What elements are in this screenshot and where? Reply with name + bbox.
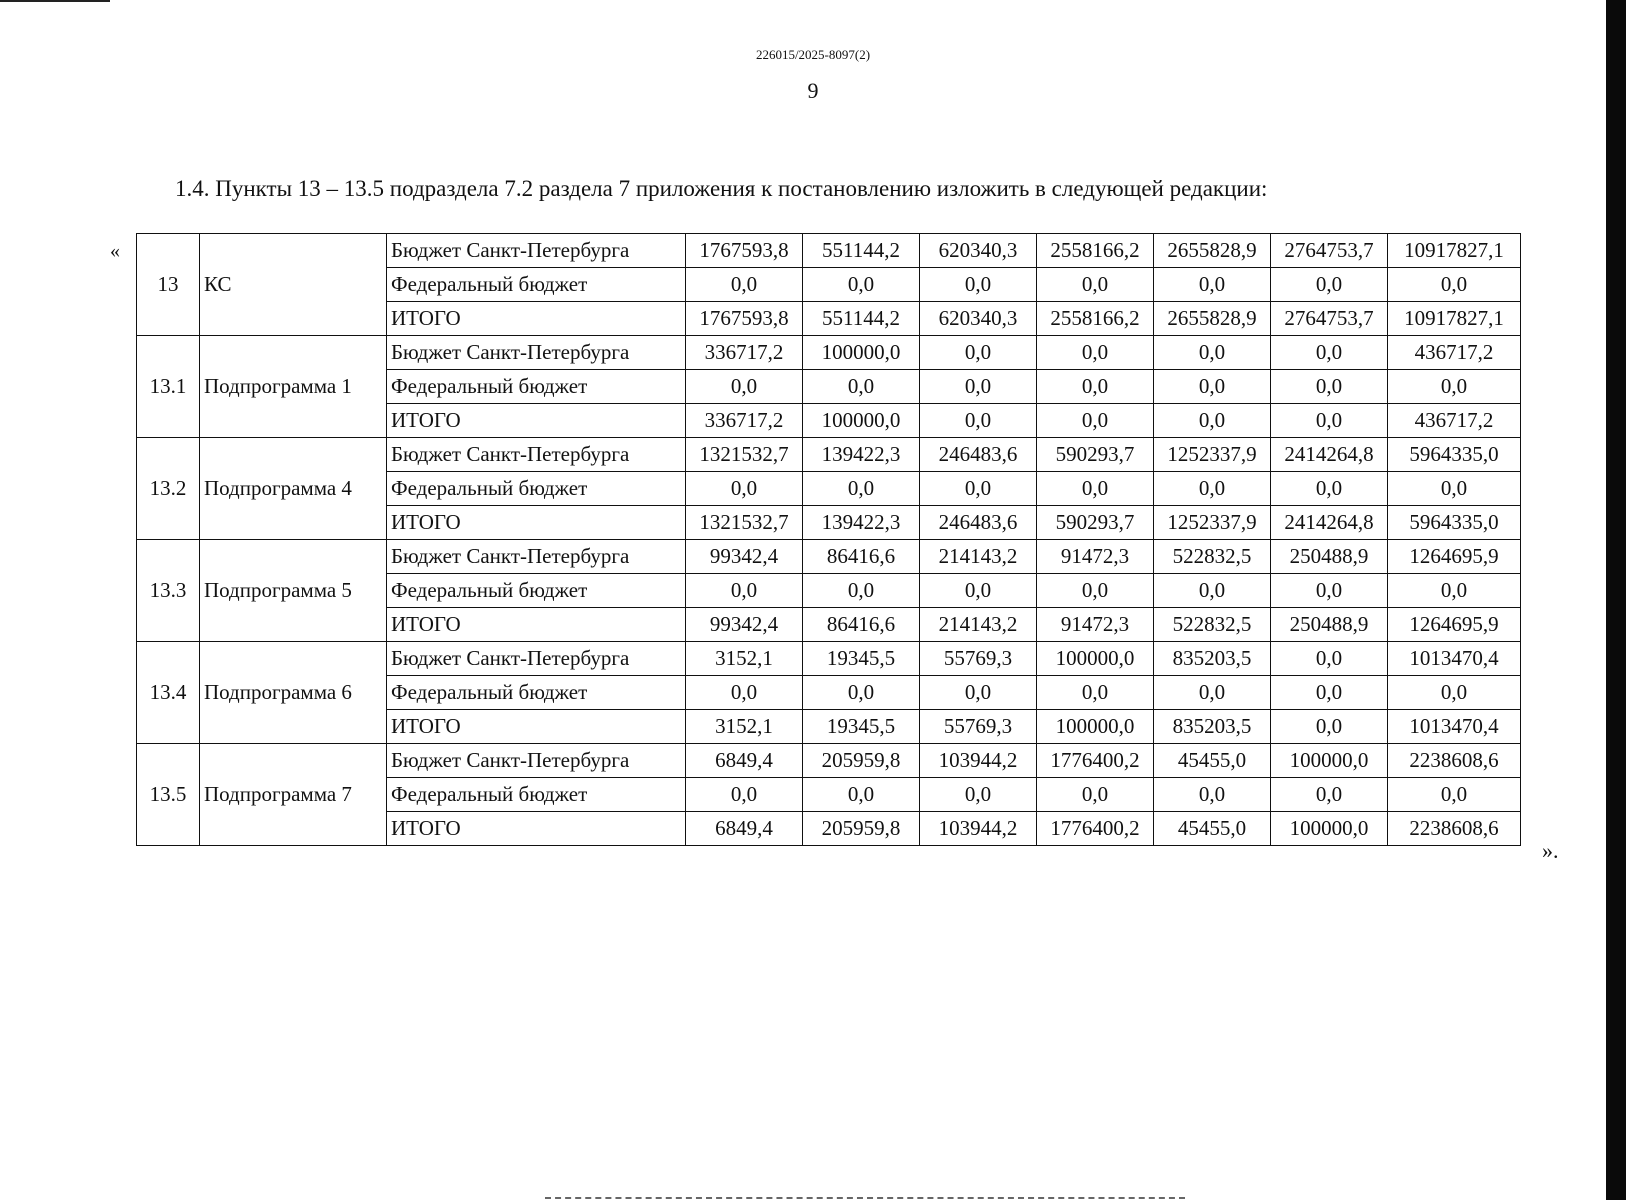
amount-cell: 0,0 [686, 676, 803, 710]
total-value-cell: 1013470,4 [1388, 710, 1521, 744]
amount-cell: 3152,1 [686, 710, 803, 744]
amount-cell: 0,0 [803, 472, 920, 506]
amount-cell: 2558166,2 [1037, 234, 1154, 268]
amount-cell: 0,0 [1271, 404, 1388, 438]
table-row [137, 744, 1521, 778]
amount-cell: 205959,8 [803, 744, 920, 778]
amount-cell: 0,0 [1037, 336, 1154, 370]
amount-cell: 0,0 [920, 404, 1037, 438]
item-number-cell: 13.4 [137, 642, 200, 744]
amount-cell: 246483,6 [920, 438, 1037, 472]
close-quote-mark: ». [1542, 838, 1559, 863]
amount-cell: 0,0 [1154, 574, 1271, 608]
table-row [137, 234, 1521, 268]
amount-cell: 45455,0 [1154, 812, 1271, 846]
item-number-cell: 13.3 [137, 540, 200, 642]
amount-cell: 100000,0 [803, 404, 920, 438]
amount-cell: 139422,3 [803, 438, 920, 472]
amount-cell: 86416,6 [803, 608, 920, 642]
amount-cell: 0,0 [1271, 710, 1388, 744]
funding-source-cell: ИТОГО [387, 710, 686, 744]
amount-cell: 0,0 [920, 574, 1037, 608]
amount-cell: 0,0 [1271, 778, 1388, 812]
amount-cell: 0,0 [1271, 472, 1388, 506]
total-value-cell: 10917827,1 [1388, 302, 1521, 336]
program-name-cell: Подпрограмма 1 [200, 336, 387, 438]
amount-cell: 0,0 [1037, 370, 1154, 404]
amount-cell: 0,0 [1154, 472, 1271, 506]
program-name-cell: Подпрограмма 7 [200, 744, 387, 846]
amount-cell: 103944,2 [920, 812, 1037, 846]
amount-cell: 6849,4 [686, 812, 803, 846]
amount-cell: 86416,6 [803, 540, 920, 574]
program-name-cell: Подпрограмма 5 [200, 540, 387, 642]
amount-cell: 0,0 [1271, 370, 1388, 404]
total-value-cell: 0,0 [1388, 370, 1521, 404]
amount-cell: 336717,2 [686, 336, 803, 370]
total-value-cell: 10917827,1 [1388, 234, 1521, 268]
amount-cell: 19345,5 [803, 642, 920, 676]
amount-cell: 91472,3 [1037, 608, 1154, 642]
scan-right-edge [1606, 0, 1626, 1200]
amount-cell: 0,0 [920, 336, 1037, 370]
total-value-cell: 436717,2 [1388, 336, 1521, 370]
amount-cell: 2558166,2 [1037, 302, 1154, 336]
amount-cell: 0,0 [686, 370, 803, 404]
amount-cell: 0,0 [686, 268, 803, 302]
funding-source-cell: ИТОГО [387, 812, 686, 846]
funding-source-cell: Бюджет Санкт-Петербурга [387, 438, 686, 472]
amount-cell: 0,0 [1037, 676, 1154, 710]
item-number-cell: 13.5 [137, 744, 200, 846]
funding-source-cell: Федеральный бюджет [387, 268, 686, 302]
amount-cell: 551144,2 [803, 234, 920, 268]
funding-source-cell: ИТОГО [387, 506, 686, 540]
amount-cell: 91472,3 [1037, 540, 1154, 574]
intro-paragraph: 1.4. Пункты 13 – 13.5 подраздела 7.2 раздела 7 приложения к постановлению изложить в следующей редакции: [175, 176, 1268, 201]
scan-top-line [0, 0, 110, 2]
amount-cell: 2764753,7 [1271, 302, 1388, 336]
amount-cell: 0,0 [1271, 336, 1388, 370]
amount-cell: 0,0 [1037, 778, 1154, 812]
total-value-cell: 5964335,0 [1388, 506, 1521, 540]
amount-cell: 0,0 [1037, 472, 1154, 506]
amount-cell: 0,0 [1271, 676, 1388, 710]
amount-cell: 0,0 [1271, 574, 1388, 608]
amount-cell: 590293,7 [1037, 438, 1154, 472]
amount-cell: 205959,8 [803, 812, 920, 846]
amount-cell: 100000,0 [803, 336, 920, 370]
item-number-cell: 13.2 [137, 438, 200, 540]
amount-cell: 1776400,2 [1037, 744, 1154, 778]
total-value-cell: 2238608,6 [1388, 744, 1521, 778]
funding-source-cell: Бюджет Санкт-Петербурга [387, 336, 686, 370]
amount-cell: 1321532,7 [686, 506, 803, 540]
amount-cell: 0,0 [1154, 676, 1271, 710]
amount-cell: 522832,5 [1154, 608, 1271, 642]
program-name-cell: КС [200, 234, 387, 336]
amount-cell: 0,0 [803, 268, 920, 302]
amount-cell: 214143,2 [920, 540, 1037, 574]
funding-source-cell: Бюджет Санкт-Петербурга [387, 540, 686, 574]
amount-cell: 250488,9 [1271, 540, 1388, 574]
amount-cell: 0,0 [803, 370, 920, 404]
total-value-cell: 1264695,9 [1388, 608, 1521, 642]
amount-cell: 0,0 [1154, 404, 1271, 438]
table-row [137, 336, 1521, 370]
amount-cell: 2655828,9 [1154, 234, 1271, 268]
program-name-cell: Подпрограмма 4 [200, 438, 387, 540]
amount-cell: 1767593,8 [686, 302, 803, 336]
document-number: 226015/2025-8097(2) [755, 47, 871, 62]
amount-cell: 0,0 [920, 472, 1037, 506]
total-value-cell: 5964335,0 [1388, 438, 1521, 472]
amount-cell: 620340,3 [920, 302, 1037, 336]
item-number-cell: 13 [137, 234, 200, 336]
table-row [137, 540, 1521, 574]
amount-cell: 246483,6 [920, 506, 1037, 540]
funding-source-cell: Федеральный бюджет [387, 370, 686, 404]
total-value-cell: 1013470,4 [1388, 642, 1521, 676]
amount-cell: 214143,2 [920, 608, 1037, 642]
total-value-cell: 0,0 [1388, 676, 1521, 710]
amount-cell: 100000,0 [1271, 744, 1388, 778]
amount-cell: 45455,0 [1154, 744, 1271, 778]
amount-cell: 2655828,9 [1154, 302, 1271, 336]
amount-cell: 0,0 [920, 370, 1037, 404]
amount-cell: 0,0 [920, 268, 1037, 302]
amount-cell: 99342,4 [686, 540, 803, 574]
funding-source-cell: ИТОГО [387, 404, 686, 438]
funding-source-cell: Федеральный бюджет [387, 778, 686, 812]
total-value-cell: 0,0 [1388, 268, 1521, 302]
item-number-cell: 13.1 [137, 336, 200, 438]
amount-cell: 1776400,2 [1037, 812, 1154, 846]
amount-cell: 100000,0 [1037, 710, 1154, 744]
amount-cell: 100000,0 [1037, 642, 1154, 676]
funding-source-cell: ИТОГО [387, 608, 686, 642]
amount-cell: 522832,5 [1154, 540, 1271, 574]
funding-source-cell: Бюджет Санкт-Петербурга [387, 642, 686, 676]
amount-cell: 0,0 [920, 676, 1037, 710]
page-number: 9 [807, 78, 819, 103]
amount-cell: 0,0 [803, 574, 920, 608]
funding-source-cell: Бюджет Санкт-Петербурга [387, 744, 686, 778]
amount-cell: 590293,7 [1037, 506, 1154, 540]
amount-cell: 0,0 [686, 778, 803, 812]
open-quote-mark: « [110, 240, 120, 262]
total-value-cell: 1264695,9 [1388, 540, 1521, 574]
amount-cell: 0,0 [686, 574, 803, 608]
amount-cell: 0,0 [1037, 268, 1154, 302]
amount-cell: 0,0 [803, 778, 920, 812]
table-row [137, 438, 1521, 472]
total-value-cell: 0,0 [1388, 778, 1521, 812]
amount-cell: 0,0 [1037, 574, 1154, 608]
program-name-cell: Подпрограмма 6 [200, 642, 387, 744]
amount-cell: 103944,2 [920, 744, 1037, 778]
amount-cell: 1252337,9 [1154, 506, 1271, 540]
table-row [137, 642, 1521, 676]
amount-cell: 2764753,7 [1271, 234, 1388, 268]
funding-source-cell: Федеральный бюджет [387, 472, 686, 506]
amount-cell: 0,0 [686, 472, 803, 506]
amount-cell: 2414264,8 [1271, 438, 1388, 472]
amount-cell: 139422,3 [803, 506, 920, 540]
total-value-cell: 0,0 [1388, 574, 1521, 608]
funding-source-cell: Бюджет Санкт-Петербурга [387, 234, 686, 268]
amount-cell: 0,0 [920, 778, 1037, 812]
amount-cell: 250488,9 [1271, 608, 1388, 642]
amount-cell: 6849,4 [686, 744, 803, 778]
total-value-cell: 2238608,6 [1388, 812, 1521, 846]
funding-source-cell: Федеральный бюджет [387, 676, 686, 710]
budget-table [136, 233, 1521, 846]
amount-cell: 620340,3 [920, 234, 1037, 268]
amount-cell: 835203,5 [1154, 710, 1271, 744]
total-value-cell: 436717,2 [1388, 404, 1521, 438]
amount-cell: 1767593,8 [686, 234, 803, 268]
budget-table-body [137, 234, 1521, 846]
amount-cell: 0,0 [1154, 778, 1271, 812]
amount-cell: 0,0 [1154, 370, 1271, 404]
amount-cell: 0,0 [1271, 642, 1388, 676]
amount-cell: 0,0 [1154, 268, 1271, 302]
amount-cell: 336717,2 [686, 404, 803, 438]
amount-cell: 3152,1 [686, 642, 803, 676]
amount-cell: 19345,5 [803, 710, 920, 744]
amount-cell: 835203,5 [1154, 642, 1271, 676]
amount-cell: 1252337,9 [1154, 438, 1271, 472]
amount-cell: 0,0 [1154, 336, 1271, 370]
funding-source-cell: ИТОГО [387, 302, 686, 336]
amount-cell: 551144,2 [803, 302, 920, 336]
amount-cell: 2414264,8 [1271, 506, 1388, 540]
amount-cell: 0,0 [1037, 404, 1154, 438]
amount-cell: 1321532,7 [686, 438, 803, 472]
amount-cell: 55769,3 [920, 710, 1037, 744]
amount-cell: 0,0 [803, 676, 920, 710]
total-value-cell: 0,0 [1388, 472, 1521, 506]
amount-cell: 100000,0 [1271, 812, 1388, 846]
amount-cell: 0,0 [1271, 268, 1388, 302]
funding-source-cell: Федеральный бюджет [387, 574, 686, 608]
amount-cell: 99342,4 [686, 608, 803, 642]
amount-cell: 55769,3 [920, 642, 1037, 676]
